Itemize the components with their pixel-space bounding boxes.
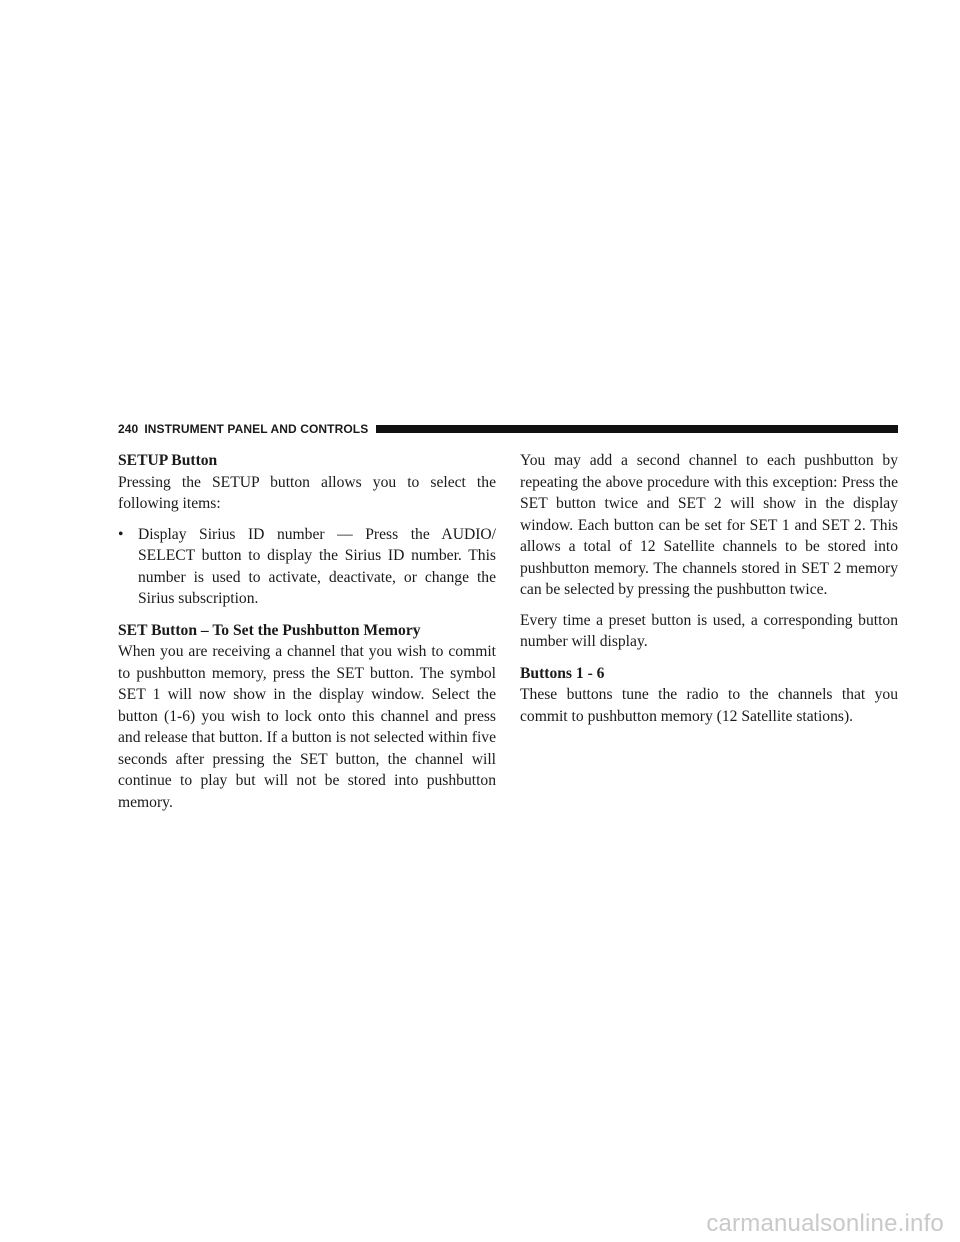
preset-paragraph: Every time a preset button is used, a corresponding button number will display. [520, 611, 898, 650]
page-number: 240 [118, 422, 139, 436]
setup-bullet-item [118, 524, 496, 610]
setup-bullet-text: Display Sirius ID number — Press the AUDIO/ SELECT button to display the Sirius ID number. This number is used to activate, deactivate, or change the Sirius subscription. [138, 525, 496, 607]
right-column [520, 450, 898, 727]
header-label [118, 422, 376, 436]
set-button-paragraph: When you are receiving a channel that you wish to commit to pushbutton memory, press the SET button. The symbol SET 1 will now show in the display window. Select the button (1-6) you wish to lock onto this channel and press and release that button. If a button is not selected within five seconds after pressing the SET button, the channel will continue to play but will not be stored into pushbutton memory. [118, 643, 496, 811]
header-rule [376, 425, 898, 433]
left-column [118, 450, 496, 813]
watermark: carmanualsonline.info [706, 1210, 944, 1237]
page-header [118, 421, 898, 437]
setup-button-heading: SETUP Button [118, 452, 218, 469]
buttons-heading: Buttons 1 - 6 [520, 664, 605, 682]
section-title: INSTRUMENT PANEL AND CONTROLS [144, 422, 369, 436]
second-channel-paragraph: You may add a second channel to each pushbutton by repeating the above procedure with this exception: Press the SET button twice and SET 2 will show in the display window. Each button can be set for SET 1 and SET 2. This allows a total of 12 Satellite channels to be stored into pushbutton memory. The channels stored in SET 2 memory can be selected by pressing the pushbutton twice. [520, 452, 898, 598]
buttons-paragraph: These buttons tune the radio to the channels that you commit to pushbutton memory (12 Satellite stations). [520, 686, 898, 725]
bullet-icon: • [118, 525, 124, 543]
set-button-heading: SET Button – To Set the Pushbutton Memory [118, 621, 421, 639]
setup-intro-paragraph: Pressing the SETUP button allows you to select the following items: [118, 473, 496, 512]
